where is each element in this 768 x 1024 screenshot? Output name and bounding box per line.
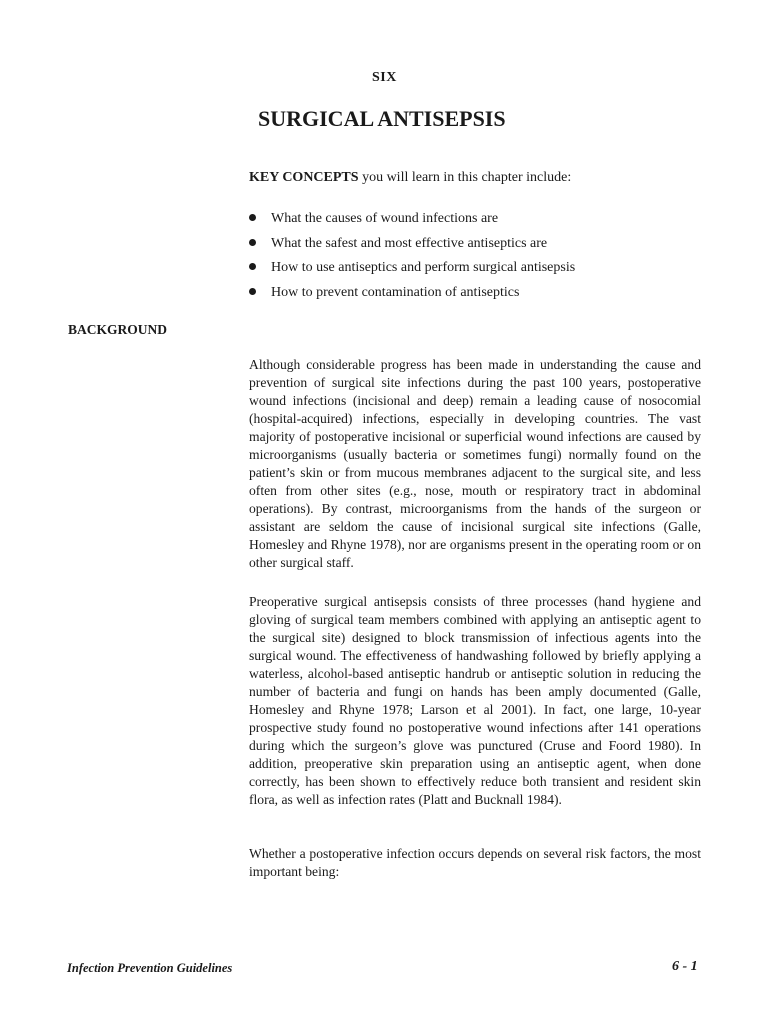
chapter-number: SIX: [372, 70, 397, 85]
key-concepts-lead-text: you will learn in this chapter include:: [358, 170, 572, 185]
list-item: [249, 210, 709, 235]
page-number: 6 - 1: [672, 959, 698, 974]
list-item: [249, 235, 709, 260]
key-concepts-label: KEY CONCEPTS: [249, 170, 359, 185]
bullet-icon: [249, 263, 256, 270]
list-item: [249, 259, 709, 284]
section-heading-background: BACKGROUND: [68, 322, 168, 337]
body-paragraph: Although considerable progress has been made in understanding the cause and prevention of surgical site infections during the past 100 years, postoperative wound infections (incisional and deep) remain a leading cause of nosocomial (hospital-acquired) infections, especially in developing countries. The vast majority of postoperative incisional or superficial wound infections are caused by microorganisms (usually bacteria or sometimes fungi) normally found on the patient’s skin or from mucous membranes adjacent to the surgical site, and less often from other sites (e.g., nose, mouth or respiratory tract in abdominal operations). By contrast, microorganisms from the hands of the surgeon or assistant are seldom the cause of incisional surgical site infections (Galle, Homesley and Rhyne 1978), nor are organisms present in the operating room or on other surgical staff.: [249, 357, 701, 570]
body-paragraph: Whether a postoperative infection occurs depends on several risk factors, the most important being:: [249, 846, 701, 879]
list-item-text: What the safest and most effective antiseptics are: [271, 235, 548, 251]
bullet-icon: [249, 239, 256, 246]
list-item-text: How to use antiseptics and perform surgical antisepsis: [271, 260, 576, 275]
bullet-icon: [249, 214, 256, 221]
footer-title: Infection Prevention Guidelines: [67, 961, 233, 975]
chapter-title: SURGICAL ANTISEPSIS: [258, 106, 506, 131]
key-concepts-intro: [249, 170, 709, 186]
body-paragraph: Preoperative surgical antisepsis consists of three processes (hand hygiene and gloving of surgical team members combined with applying an antiseptic agent to the surgical site) designed to block transmission of infectious agents into the surgical wound. The effectiveness of handwashing followed by briefly applying a waterless, alcohol-based antiseptic handrub or antiseptic solution in reducing the number of bacteria and fungi on hands has been amply documented (Galle, Homesley and Rhyne 1978; Larson et al 2001). In fact, one large, 10-year prospective study found no postoperative wound infections after 141 operations during which the surgeon’s glove was punctured (Cruse and Foord 1980). In addition, preoperative skin preparation using an antiseptic agent, when done correctly, has been shown to effectively reduce both transient and resident skin flora, as well as infection rates (Platt and Bucknall 1984).: [249, 594, 701, 807]
list-item-text: How to prevent contamination of antiseptics: [271, 284, 520, 300]
bullet-icon: [249, 288, 256, 295]
list-item: [249, 284, 709, 309]
list-item-text: What the causes of wound infections are: [271, 211, 499, 226]
key-concepts-list: [249, 210, 709, 308]
